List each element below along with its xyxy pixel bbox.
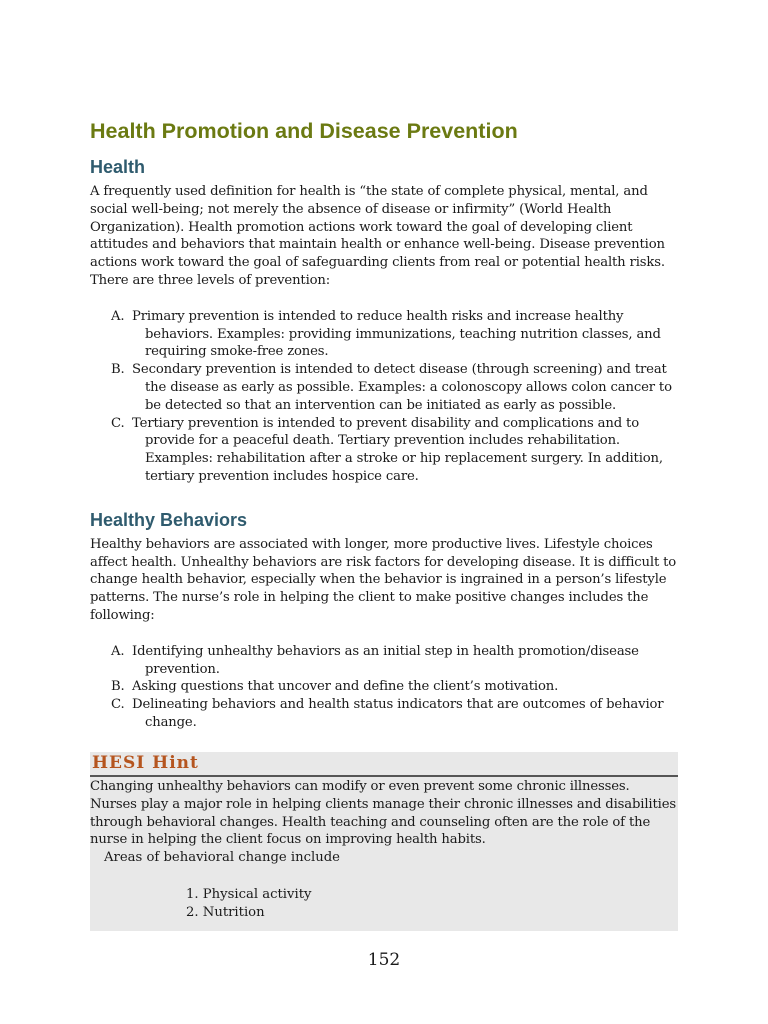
nurse-role-list: [111, 643, 678, 732]
list-marker: 1.: [186, 886, 199, 902]
page-content: [90, 117, 678, 732]
hesi-hint-title: HESI Hint: [90, 752, 678, 777]
list-item: C. Delineating behaviors and health status indicators that are outcomes of behavior change.: [111, 697, 664, 730]
list-item-text: Nutrition: [202, 904, 265, 920]
hesi-hint-paragraph: Changing unhealthy behaviors can modify or even prevent some chronic illnesses. Nurses play a major role in helping clients manage their chronic illnesses and disabilities through behavioral changes. Health teaching and counseling often are the role of the nurse in helping the client focus on improving health habits.: [90, 779, 676, 848]
list-item-text: Tertiary prevention is intended to prevent disability and complications and to provide for a peaceful death. Tertiary prevention includes rehabilitation. Examples: rehabilitation after a stroke or hip replacement surgery. In addition, tertiary prevention includes hospice care.: [132, 415, 663, 484]
section-heading-health: Health: [90, 157, 146, 177]
hesi-hint-box: [90, 752, 678, 931]
list-item: [186, 904, 678, 922]
prevention-levels-list: [111, 308, 678, 486]
list-item-text: Asking questions that uncover and define the client’s motivation.: [132, 679, 559, 695]
hesi-hint-subtext: Areas of behavioral change include: [104, 850, 340, 866]
list-item: A. Primary prevention is intended to reduce health risks and increase healthy behaviors. Examples: providing immunizations, teaching nutrition classes, and requiring smoke-free zones.: [111, 308, 661, 360]
list-item-text: Identifying unhealthy behaviors as an initial step in health promotion/disease prevention.: [132, 643, 639, 677]
list-item: B. Asking questions that uncover and define the client’s motivation.: [111, 679, 559, 695]
behavior-change-list: [186, 886, 678, 922]
list-marker: 2.: [186, 904, 199, 920]
list-item-text: Delineating behaviors and health status indicators that are outcomes of behavior change.: [132, 697, 664, 730]
page-number: 152: [367, 950, 401, 970]
list-item: A. Identifying unhealthy behaviors as an initial step in health promotion/disease prevention.: [111, 643, 639, 677]
list-item-text: Secondary prevention is intended to detect disease (through screening) and treat the disease as early as possible. Examples: a colonoscopy allows colon cancer to be detected so that an intervention can be initiated as early as possible.: [132, 362, 672, 413]
list-item-text: Primary prevention is intended to reduce health risks and increase healthy behaviors. Examples: providing immunizations, teaching nutrition classes, and requiring smoke-free zones.: [132, 308, 661, 360]
list-item: C. Tertiary prevention is intended to prevent disability and complications and to provide for a peaceful death. Tertiary prevention includes rehabilitation. Examples: rehabilitation after a stroke or hip replacement surgery. In addition, tertiary prevention includes hospice care.: [111, 415, 663, 484]
health-paragraph: A frequently used definition for health is “the state of complete physical, mental, and social well-being; not merely the absence of disease or infirmity” (World Health Organization). Health promotion actions work toward the goal of developing client attitudes and behaviors that maintain health or enhance well-being. Disease prevention actions work toward the goal of safeguarding clients from real or potential health risks. There are three levels of prevention:: [90, 184, 665, 288]
list-item-text: Physical activity: [202, 886, 312, 902]
list-item: [186, 886, 678, 904]
healthy-behaviors-paragraph: Healthy behaviors are associated with longer, more productive lives. Lifestyle choices affect health. Unhealthy behaviors are risk factors for developing disease. It is difficult to change health behavior, especially when the behavior is ingrained in a person’s lifestyle patterns. The nurse’s role in helping the client to make positive changes includes the following:: [90, 536, 677, 623]
list-item: B. Secondary prevention is intended to detect disease (through screening) and treat the disease as early as possible. Examples: a colonoscopy allows colon cancer to be detected so that an intervention can be initiated as early as possible.: [111, 362, 672, 413]
chapter-title: Health Promotion and Disease Prevention: [90, 119, 518, 143]
section-heading-healthy-behaviors: Healthy Behaviors: [90, 509, 248, 530]
